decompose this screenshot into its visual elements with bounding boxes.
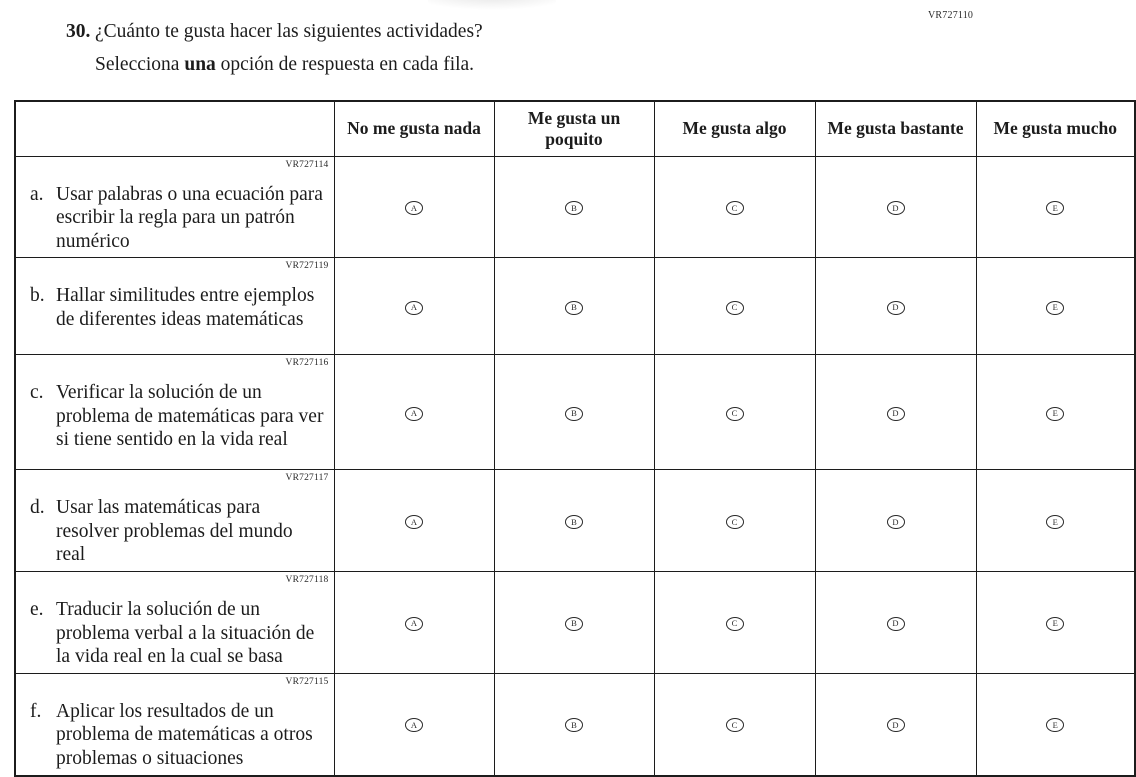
answer-bubble-b[interactable]: B xyxy=(565,617,583,631)
table-row xyxy=(15,470,1135,572)
answer-bubble-a[interactable]: A xyxy=(405,515,423,529)
answer-bubble-b[interactable]: B xyxy=(565,718,583,732)
answer-bubble-b[interactable]: B xyxy=(565,201,583,215)
answer-bubble-a[interactable]: A xyxy=(405,407,423,421)
option-cell-c xyxy=(654,156,815,258)
answer-bubble-b[interactable]: B xyxy=(565,515,583,529)
item-accession-code: VR727115 xyxy=(285,676,329,687)
table-row xyxy=(15,156,1135,258)
option-cell-b xyxy=(494,572,654,674)
option-cell-a xyxy=(334,673,494,775)
header-col-no-me-gusta-nada: No me gusta nada xyxy=(334,101,494,156)
header-col-me-gusta-bastante: Me gusta bastante xyxy=(815,101,976,156)
table-row xyxy=(15,355,1135,470)
option-cell-b xyxy=(494,470,654,572)
option-cell-a xyxy=(334,470,494,572)
item-cell xyxy=(15,470,334,572)
option-cell-e xyxy=(976,470,1135,572)
option-cell-d xyxy=(815,673,976,775)
answer-bubble-c[interactable]: C xyxy=(726,617,744,631)
answer-bubble-e[interactable]: E xyxy=(1046,201,1064,215)
option-cell-e xyxy=(976,156,1135,258)
option-cell-a xyxy=(334,572,494,674)
answer-bubble-c[interactable]: C xyxy=(726,718,744,732)
option-cell-d xyxy=(815,258,976,355)
item-cell xyxy=(15,156,334,258)
option-cell-d xyxy=(815,470,976,572)
item-letter: f. xyxy=(30,700,42,722)
question-text: ¿Cuánto te gusta hacer las siguientes actividades? xyxy=(95,21,483,42)
item-rows xyxy=(15,156,1135,776)
question-number: 30. xyxy=(66,21,91,42)
item-accession-code: VR727117 xyxy=(285,473,329,484)
item-text: Traducir la solución de un problema verbal a la situación de la vida real en la cual se basa xyxy=(56,599,315,668)
option-cell-e xyxy=(976,355,1135,470)
answer-bubble-e[interactable]: E xyxy=(1046,718,1064,732)
option-cell-c xyxy=(654,355,815,470)
option-cell-d xyxy=(815,572,976,674)
item-accession-code: VR727119 xyxy=(285,261,329,272)
item-accession-code: VR727118 xyxy=(285,575,329,586)
table-row xyxy=(15,673,1135,775)
item-letter: c. xyxy=(30,382,44,404)
item-text: Usar palabras o una ecuación para escribir la regla para un patrón numérico xyxy=(56,183,323,252)
item-cell xyxy=(15,673,334,775)
answer-bubble-e[interactable]: E xyxy=(1046,617,1064,631)
answer-bubble-b[interactable]: B xyxy=(565,301,583,315)
answer-bubble-c[interactable]: C xyxy=(726,515,744,529)
option-cell-b xyxy=(494,156,654,258)
answer-bubble-d[interactable]: D xyxy=(887,718,905,732)
item-accession-code: VR727114 xyxy=(285,159,329,170)
option-cell-a xyxy=(334,258,494,355)
item-accession-code: VR727116 xyxy=(285,358,329,369)
page-top-shadow xyxy=(428,0,556,10)
item-letter: e. xyxy=(30,599,44,621)
option-cell-b xyxy=(494,673,654,775)
option-cell-b xyxy=(494,355,654,470)
option-cell-b xyxy=(494,258,654,355)
option-cell-e xyxy=(976,258,1135,355)
header-col-me-gusta-mucho: Me gusta mucho xyxy=(976,101,1135,156)
answer-bubble-c[interactable]: C xyxy=(726,407,744,421)
answer-bubble-d[interactable]: D xyxy=(887,301,905,315)
option-cell-d xyxy=(815,355,976,470)
option-cell-c xyxy=(654,470,815,572)
option-cell-e xyxy=(976,572,1135,674)
option-cell-c xyxy=(654,572,815,674)
answer-bubble-a[interactable]: A xyxy=(405,617,423,631)
table-row xyxy=(15,572,1135,674)
table-row xyxy=(15,258,1135,355)
answer-bubble-a[interactable]: A xyxy=(405,718,423,732)
answer-bubble-d[interactable]: D xyxy=(887,407,905,421)
answer-bubble-c[interactable]: C xyxy=(726,301,744,315)
answer-bubble-d[interactable]: D xyxy=(887,201,905,215)
item-letter: b. xyxy=(30,285,45,307)
option-cell-a xyxy=(334,355,494,470)
answer-bubble-e[interactable]: E xyxy=(1046,515,1064,529)
header-col-me-gusta-un-poquito: Me gusta un poquito xyxy=(494,101,654,156)
option-cell-c xyxy=(654,258,815,355)
item-cell xyxy=(15,572,334,674)
item-text: Hallar similitudes entre ejemplos de diferentes ideas matemáticas xyxy=(56,285,315,330)
answer-bubble-c[interactable]: C xyxy=(726,201,744,215)
option-cell-c xyxy=(654,673,815,775)
item-cell xyxy=(15,258,334,355)
item-text: Verificar la solución de un problema de matemáticas para ver si tiene sentido en la vida real xyxy=(56,382,324,451)
instruction-emphasis: una xyxy=(184,54,216,75)
item-letter: a. xyxy=(30,183,44,205)
item-text: Aplicar los resultados de un problema de matemáticas a otros problemas o situaciones xyxy=(56,700,313,770)
item-text: Usar las matemáticas para resolver problemas del mundo real xyxy=(56,497,293,566)
question-accession-code: VR727110 xyxy=(928,10,974,21)
item-letter: d. xyxy=(30,497,45,519)
header-empty-cell xyxy=(15,101,334,156)
option-cell-d xyxy=(815,156,976,258)
likert-response-table xyxy=(14,100,1136,777)
header-col-me-gusta-algo: Me gusta algo xyxy=(654,101,815,156)
answer-bubble-a[interactable]: A xyxy=(405,301,423,315)
option-cell-a xyxy=(334,156,494,258)
answer-bubble-e[interactable]: E xyxy=(1046,407,1064,421)
answer-bubble-d[interactable]: D xyxy=(887,515,905,529)
answer-bubble-e[interactable]: E xyxy=(1046,301,1064,315)
question-instruction: Selecciona una opción de respuesta en cada fila. xyxy=(95,54,475,75)
question-block xyxy=(66,21,686,76)
answer-bubble-b[interactable]: B xyxy=(565,407,583,421)
answer-bubble-d[interactable]: D xyxy=(887,617,905,631)
answer-bubble-a[interactable]: A xyxy=(405,201,423,215)
item-cell xyxy=(15,355,334,470)
option-cell-e xyxy=(976,673,1135,775)
header-row xyxy=(15,101,1135,156)
